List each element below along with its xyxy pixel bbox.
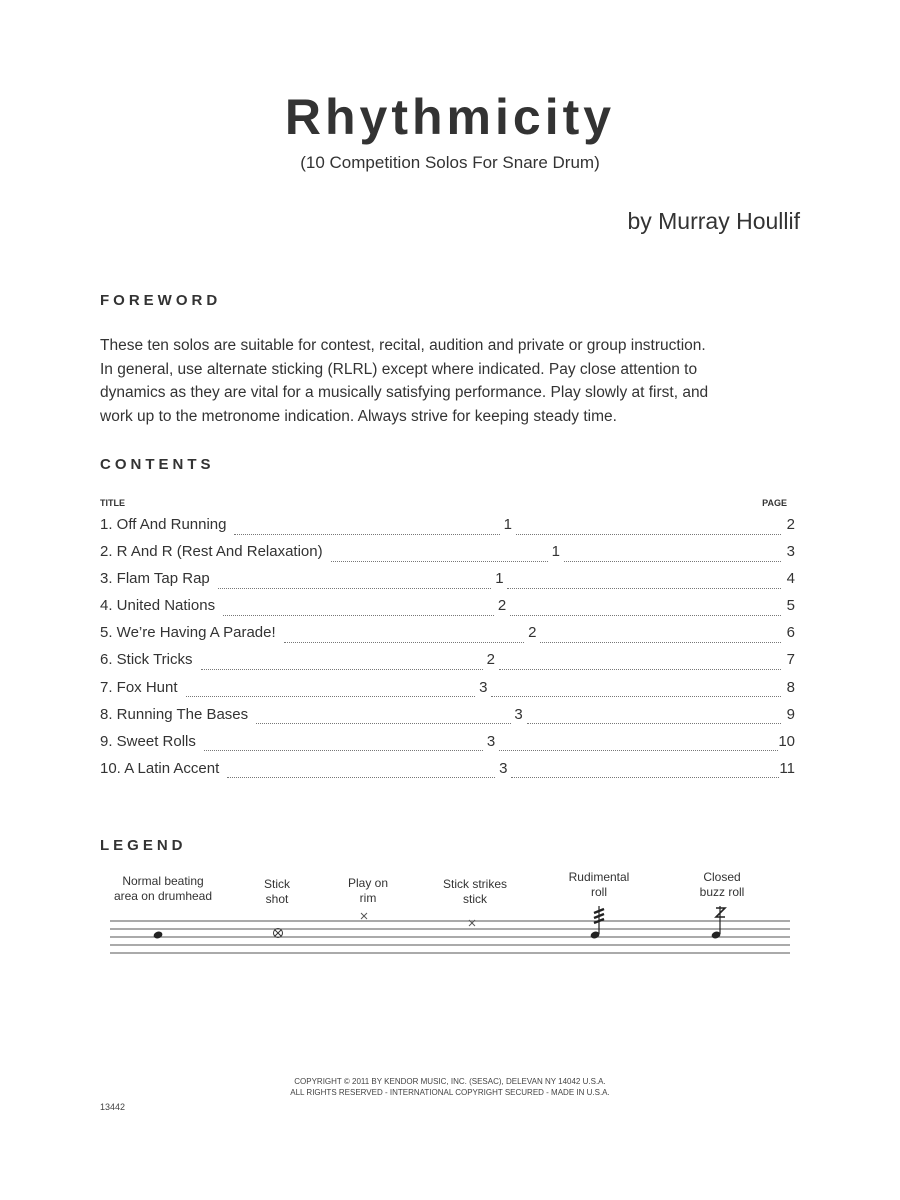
legend-label-line: Rudimental <box>568 870 630 884</box>
rim-x-icon <box>361 913 367 919</box>
dot-leader <box>227 776 495 778</box>
contents-item-page: 2 <box>786 516 796 533</box>
contents-item-title: 7. Fox Hunt <box>100 678 178 696</box>
page-title: Rhythmicity <box>284 89 616 145</box>
contents-item-number: 1 <box>495 570 504 588</box>
copyright-line: ALL RIGHTS RESERVED - INTERNATIONAL COPYRIGHT SECURED - MADE IN U.S.A. <box>290 1088 610 1097</box>
contents-item-page: 4 <box>786 570 795 588</box>
contents-item-number: 3 <box>514 705 523 723</box>
normal-note-icon <box>153 930 164 939</box>
contents-item-title: 6. Stick Tricks <box>100 651 193 669</box>
copyright-line: COPYRIGHT © 2011 BY KENDOR MUSIC, INC. (SESAC), DELEVAN NY 14042 U.S.A. <box>294 1077 606 1086</box>
contents-item[interactable] <box>100 733 795 760</box>
legend-label-line: area on drumhead <box>113 889 213 903</box>
contents-item-title: 5. We’re Having A Parade! <box>100 624 276 642</box>
dot-leader <box>540 641 781 643</box>
contents-item-title: 3. Flam Tap Rap <box>100 570 210 588</box>
contents-item[interactable] <box>100 624 795 651</box>
foreword-line: work up to the metronome indication. Always strive for keeping steady time. <box>100 407 617 425</box>
dot-leader <box>564 560 781 562</box>
contents-page-column-header: PAGE <box>762 498 787 508</box>
foreword-line: These ten solos are suitable for contest, recital, audition and private or group instruction. <box>100 337 706 354</box>
dot-leader <box>511 776 779 778</box>
foreword-line: dynamics as they are vital for a musically satisfying performance. Play slowly at first, and <box>100 384 709 401</box>
legend-label-line: Normal beating <box>122 874 204 888</box>
legend-label-line: stick <box>463 892 487 906</box>
contents-item-page: 9 <box>786 705 795 723</box>
notation-legend <box>0 860 900 970</box>
dot-leader <box>284 641 525 643</box>
dot-leader <box>516 533 781 535</box>
contents-item[interactable] <box>100 570 795 597</box>
page-subtitle: (10 Competition Solos For Snare Drum) <box>300 153 600 172</box>
contents-item-number: 3 <box>479 678 488 696</box>
contents-item[interactable] <box>100 516 795 543</box>
dot-leader <box>256 722 510 724</box>
dot-leader <box>223 614 494 616</box>
legend-label-line: Stick strikes <box>442 877 507 891</box>
legend-label-line: Stick <box>263 877 290 891</box>
dot-leader <box>201 668 483 670</box>
contents-item-page: 11 <box>779 759 795 777</box>
foreword-heading: FOREWORD <box>100 292 222 309</box>
legend-label-line: Closed <box>703 870 741 884</box>
plate-number: 13442 <box>100 1102 126 1112</box>
legend-label-line: shot <box>265 892 289 906</box>
dot-leader <box>527 722 781 724</box>
dot-leader <box>331 560 548 562</box>
contents-item-number: 3 <box>486 732 496 750</box>
buzz-roll-icon <box>711 906 725 940</box>
contents-item-page: 3 <box>786 543 795 561</box>
stick-shot-icon <box>274 929 283 938</box>
contents-item-number: 1 <box>503 516 512 533</box>
dot-leader <box>507 587 781 589</box>
contents-item[interactable] <box>100 651 795 678</box>
legend-heading: LEGEND <box>100 837 187 854</box>
contents-item-number: 2 <box>528 624 537 642</box>
contents-item-title: 8. Running The Bases <box>100 705 249 723</box>
contents-item-number: 3 <box>499 759 508 777</box>
contents-item[interactable] <box>100 543 795 570</box>
contents-item-title: 10. A Latin Accent <box>100 759 220 777</box>
dot-leader <box>499 668 781 670</box>
copyright-notice <box>0 1076 900 1098</box>
rudimental-roll-icon <box>590 906 604 940</box>
contents-item-title: 1. Off And Running <box>100 516 227 533</box>
contents-item[interactable] <box>100 706 795 733</box>
contents-title-column-header: TITLE <box>100 498 125 508</box>
contents-item[interactable] <box>100 679 795 706</box>
contents-item-title: 9. Sweet Rolls <box>100 732 196 750</box>
contents-item-number: 2 <box>486 651 495 669</box>
dot-leader <box>234 533 499 535</box>
foreword-line: In general, use alternate sticking (RLRL) except where indicated. Pay close attention to <box>100 360 698 378</box>
contents-heading: CONTENTS <box>100 456 215 473</box>
contents-item-title: 2. R And R (Rest And Relaxation) <box>100 543 323 561</box>
contents-item-title: 4. United Nations <box>100 597 216 615</box>
staff-lines <box>110 921 790 953</box>
contents-item-page: 8 <box>786 678 796 696</box>
contents-item-page: 10 <box>778 732 795 750</box>
contents-item-page: 5 <box>786 597 796 615</box>
legend-staff <box>0 860 900 970</box>
contents-item-number: 2 <box>497 597 507 615</box>
legend-label-line: Play on <box>347 876 389 890</box>
legend-label-line: rim <box>359 891 377 905</box>
contents-item-page: 7 <box>786 651 796 669</box>
dot-leader <box>510 614 781 616</box>
dot-leader <box>218 587 492 589</box>
dot-leader <box>186 695 476 697</box>
contents-item-page: 6 <box>786 624 796 642</box>
dot-leader <box>499 749 778 751</box>
contents-item[interactable] <box>100 760 795 787</box>
dot-leader <box>204 749 483 751</box>
contents-list <box>100 516 795 787</box>
contents-item[interactable] <box>100 597 795 624</box>
dot-leader <box>491 695 781 697</box>
legend-label-line: roll <box>590 885 607 899</box>
legend-label-line: buzz roll <box>699 885 745 899</box>
foreword-text <box>100 334 760 428</box>
author-credit: by Murray Houllif <box>627 208 800 234</box>
contents-item-number: 1 <box>551 543 560 561</box>
